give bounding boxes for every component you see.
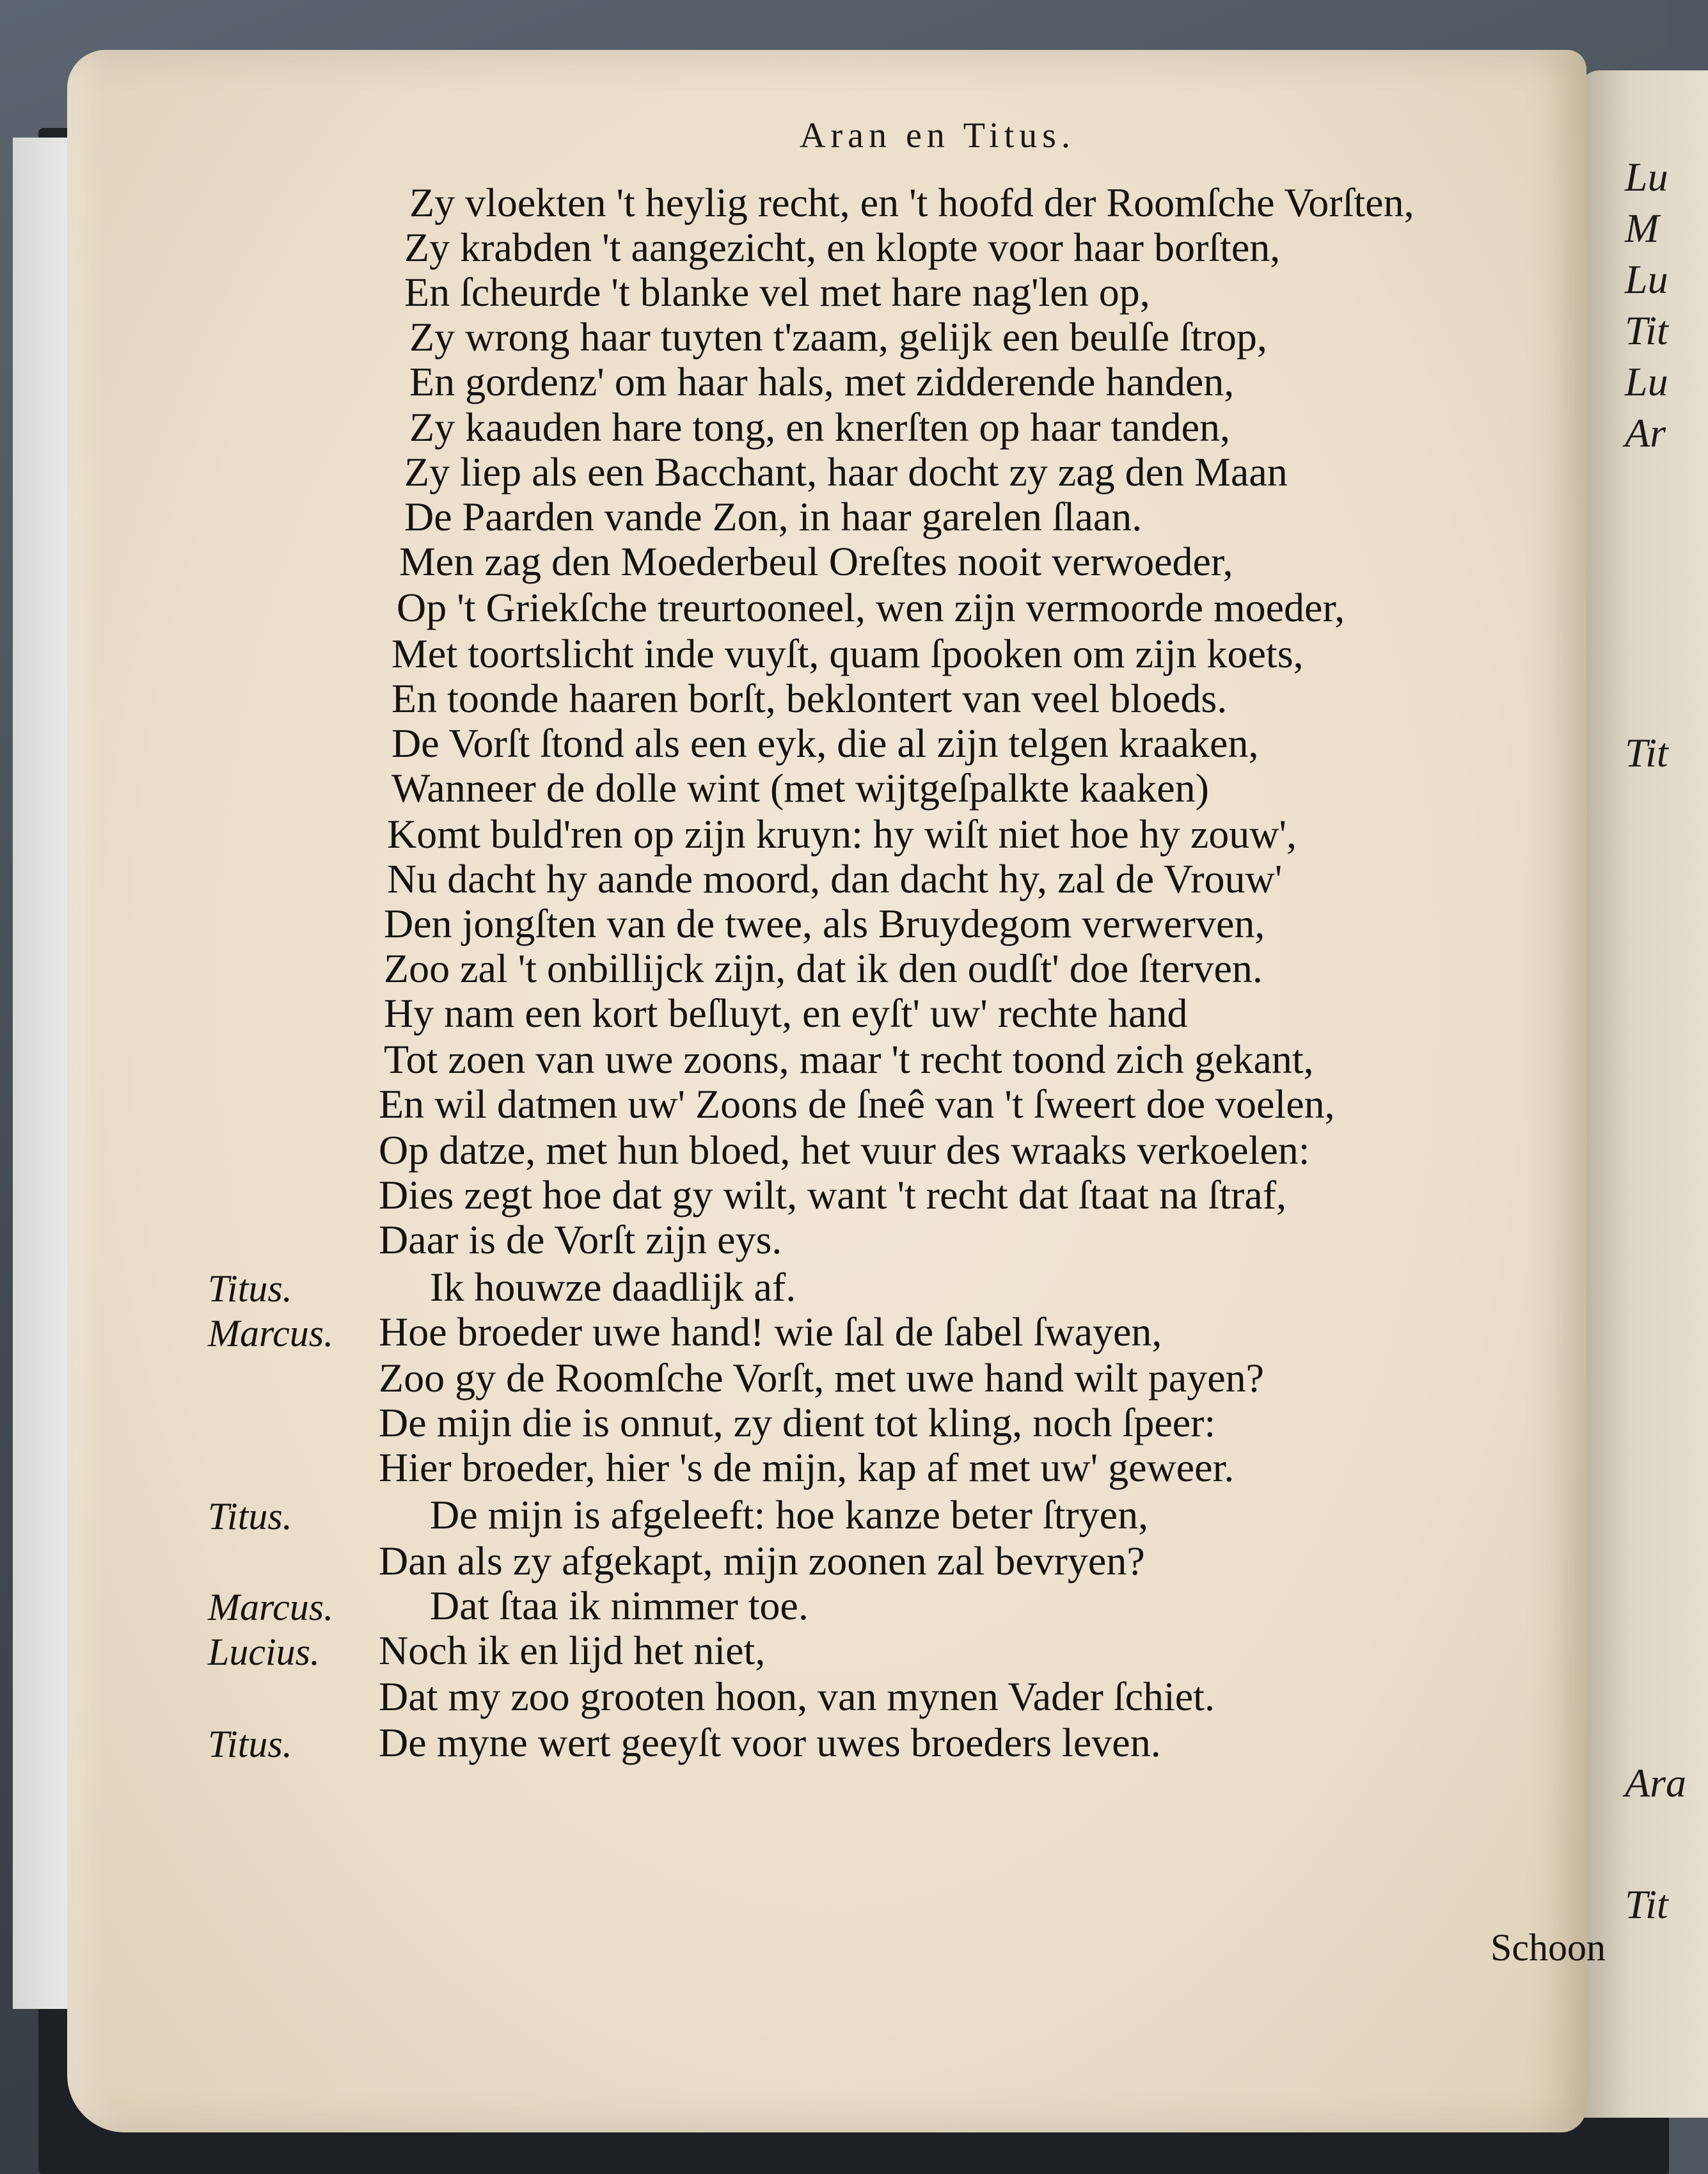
verse-line: Men zag den Moederbeul Oreſtes nooit verwoeder, xyxy=(399,539,1233,584)
facing-page-fragment: Ara xyxy=(1625,1760,1686,1805)
facing-page-fragment: Tit xyxy=(1625,1882,1668,1927)
verse-line: Dat ſtaa ik nimmer toe. xyxy=(430,1583,809,1628)
speaker-label: Marcus. xyxy=(208,1312,334,1354)
verse-line: En ſcheurde 't blanke vel met hare nag'len op, xyxy=(404,269,1150,315)
facing-page-fragment: Lu xyxy=(1625,154,1668,200)
facing-page-fragment: M xyxy=(1625,205,1659,251)
verse-line: De mijn die is onnut, zy dient tot kling, noch ſpeer: xyxy=(379,1400,1216,1445)
verse-line: Zy krabden 't aangezicht, en klopte voor haar borſten, xyxy=(404,225,1281,270)
verse-line: Dies zegt hoe dat gy wilt, want 't recht dat ſtaat na ſtraf, xyxy=(379,1172,1287,1218)
facing-page-fragment: Lu xyxy=(1625,257,1668,302)
facing-page-fragment: Tit xyxy=(1625,730,1668,775)
verse-line: Met toortslicht inde vuyſt, quam ſpooken om zijn koets, xyxy=(391,631,1304,676)
verse-line: Zy vloekten 't heylig recht, en 't hoofd der Roomſche Vorſten, xyxy=(409,180,1414,225)
verse-line: De Vorſt ſtond als een eyk, die al zijn telgen kraaken, xyxy=(391,720,1259,766)
verse-line: De Paarden vande Zon, in haar garelen ſlaan. xyxy=(404,494,1143,539)
verse-line: Zoo zal 't onbillijck zijn, dat ik den oudſt' doe ſterven. xyxy=(384,946,1263,991)
verse-line: Hy nam een kort beſluyt, en eyſt' uw' rechte hand xyxy=(384,990,1188,1036)
verse-line: En toonde haaren borſt, beklontert van veel bloeds. xyxy=(391,676,1228,721)
verse-line: Dan als zy afgekapt, mijn zoonen zal bevryen? xyxy=(379,1538,1145,1583)
verse-line: Hoe broeder uwe hand! wie ſal de ſabel ſwayen, xyxy=(379,1309,1162,1354)
verse-line: De mijn is afgeleeft: hoe kanze beter ſtryen, xyxy=(430,1492,1149,1537)
verse-line: Tot zoen van uwe zoons, maar 't recht toond zich gekant, xyxy=(384,1036,1314,1082)
verse-line: En gordenz' om haar hals, met zidderende handen, xyxy=(409,359,1235,404)
speaker-label: Marcus. xyxy=(208,1586,334,1628)
running-head: Aran en Titus. xyxy=(800,116,1075,155)
verse-line: Zy kaauden hare tong, en knerſten op haar tanden, xyxy=(409,404,1231,450)
verse-line: Daar is de Vorſt zijn eys. xyxy=(379,1217,782,1262)
verse-line: Nu dacht hy aande moord, dan dacht hy, zal de Vrouw' xyxy=(387,856,1283,901)
facing-page-fragment: Lu xyxy=(1625,359,1668,404)
catchword: Schoon xyxy=(1491,1926,1606,1969)
verse-line: Dat my zoo grooten hoon, van mynen Vader ſchiet. xyxy=(379,1674,1215,1719)
verse-line: Op datze, met hun bloed, het vuur des wraaks verkoelen: xyxy=(379,1127,1310,1173)
speaker-label: Titus. xyxy=(208,1495,292,1537)
verse-line: Ik houwze daadlijk af. xyxy=(430,1264,796,1310)
verse-line: Komt buld'ren op zijn kruyn: hy wiſt niet hoe hy zouw', xyxy=(387,811,1297,857)
verse-line: Wanneer de dolle wint (met wijtgeſpalkte kaaken) xyxy=(391,765,1209,811)
speaker-label: Titus. xyxy=(208,1723,292,1765)
speaker-label: Titus. xyxy=(208,1267,292,1310)
verse-line: De myne wert geeyſt voor uwes broeders leven. xyxy=(379,1720,1161,1765)
facing-page xyxy=(1580,70,1708,2118)
verse-line: Hier broeder, hier 's de mijn, kap af met uw' geweer. xyxy=(379,1445,1235,1490)
facing-page-fragment: Ar xyxy=(1625,410,1666,456)
verse-line: En wil datmen uw' Zoons de ſneê van 't ſweert doe voelen, xyxy=(379,1081,1335,1127)
verse-line: Zy liep als een Bacchant, haar docht zy zag den Maan xyxy=(404,449,1288,495)
facing-page-fragment: Tit xyxy=(1625,308,1668,353)
verse-line: Zoo gy de Roomſche Vorſt, met uwe hand wilt payen? xyxy=(379,1355,1265,1400)
verse-line: Op 't Griekſche treurtooneel, wen zijn vermoorde moeder, xyxy=(397,585,1345,630)
speaker-label: Lucius. xyxy=(208,1631,320,1673)
verse-line: Zy wrong haar tuyten t'zaam, gelijk een beulſe ſtrop, xyxy=(409,314,1267,360)
verse-line: Den jongſten van de twee, als Bruydegom verwerven, xyxy=(384,901,1265,946)
verse-line: Noch ik en lijd het niet, xyxy=(379,1628,766,1673)
